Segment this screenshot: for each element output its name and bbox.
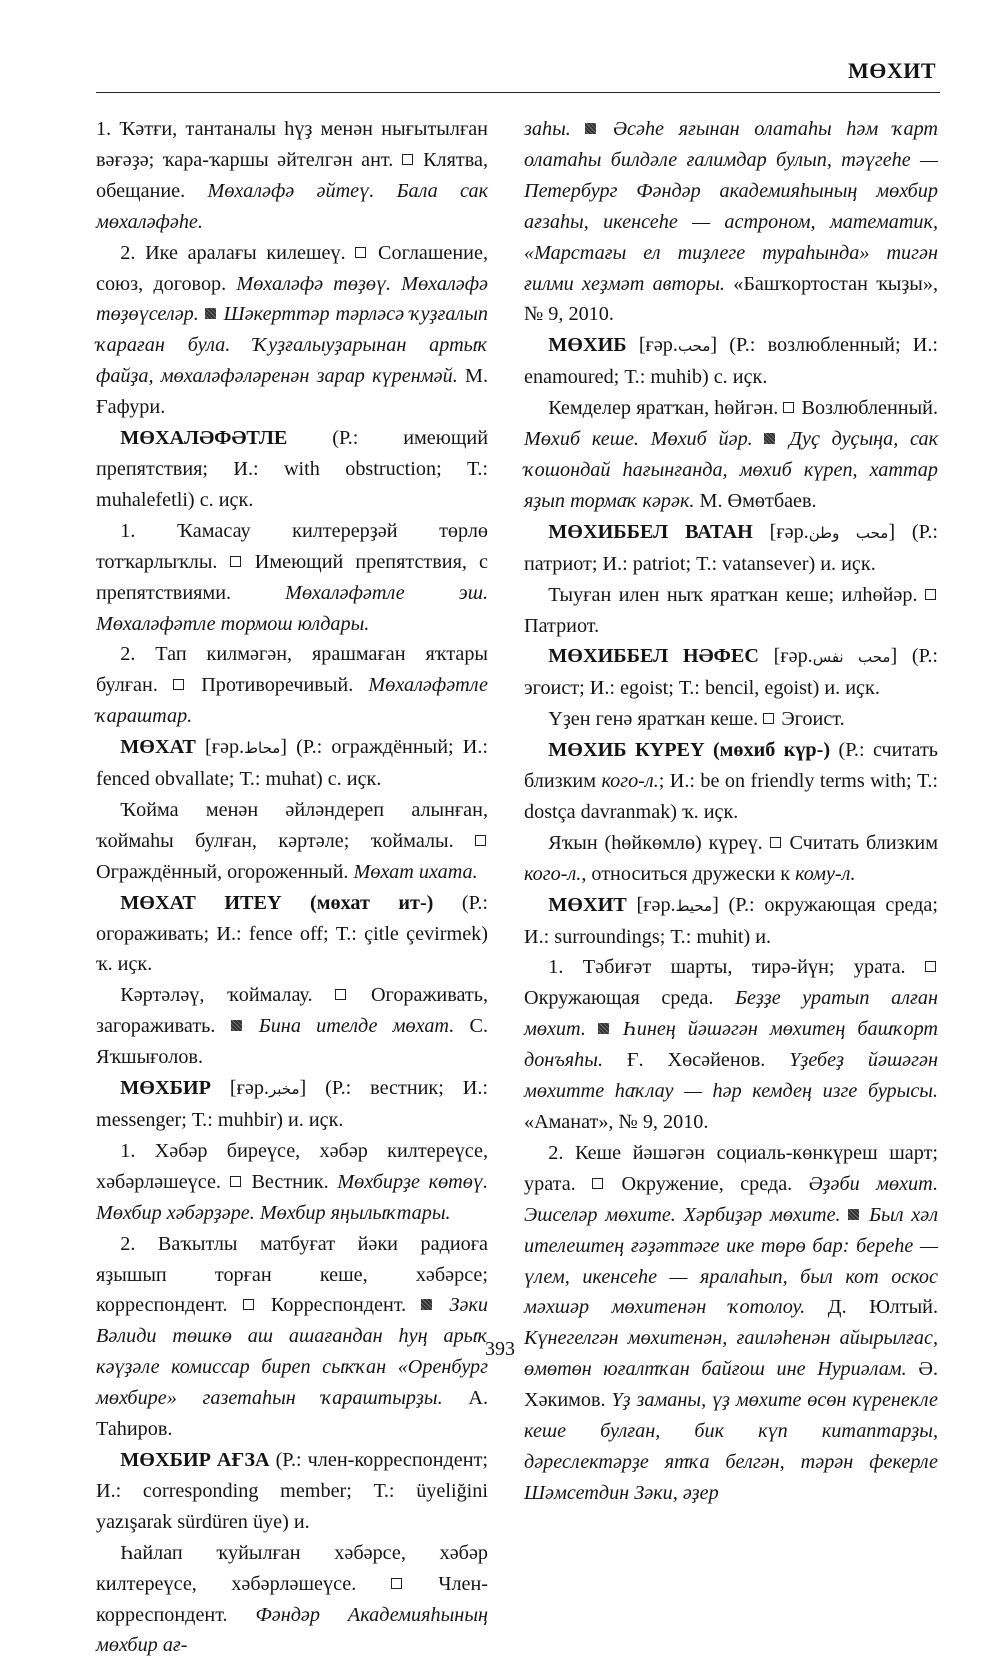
- white-square-icon: [475, 835, 486, 846]
- white-square-icon: [770, 837, 781, 848]
- entry-muhibbel-nafes: [524, 641, 938, 704]
- text-run: Возлюбленный.: [801, 397, 939, 420]
- sense-1: [96, 114, 488, 238]
- text-run: кого-л.: [601, 770, 659, 793]
- text-run: Мөхаләфә төҙөү. Мөхаләфә төҙөүселәр.: [96, 272, 488, 326]
- headword: МӨХАТ ИТЕҮ (мөхат ит-): [120, 891, 434, 914]
- text-run: Мөхаләфәтле ҡараштар.: [96, 674, 489, 728]
- text-run: Дуҫ дуҫыңа, сак ҡошондай һағынғанда, мөхиб күреп, хаттар яҙып тормаҡ кәрәк.: [524, 428, 939, 512]
- text-run: ] (Р.: патриот; И.: patriot; Т.: vatansever) и. иҫк.: [524, 520, 938, 575]
- text-run: Үҙебеҙ йәшәгән мөхитте һаҡлау — һәр кемдең изге бурысы.: [524, 1049, 938, 1103]
- sense-2: [96, 238, 488, 423]
- text-run: Һинең йәшәгән мөхитең башҡорт донъяһы.: [524, 1018, 938, 1072]
- text-run: А. Таһиров.: [96, 1387, 488, 1441]
- text-run: Күнегелгән мөхитенән, ғаиләһенән айырылғас, өмөтөн юғалтҡан байғош ине Нуриәлам.: [524, 1327, 938, 1381]
- sense-2: [96, 1229, 488, 1445]
- text-run: Д. Юлтый.: [827, 1296, 938, 1319]
- sense-2: [96, 639, 488, 732]
- entry-muhib-kureu: [524, 735, 938, 828]
- white-square-icon: [925, 589, 936, 600]
- text-run: Үҙен генә яратҡан кеше.: [548, 708, 759, 731]
- text-run: (Р.: член-корреспондент; И.: corresponding member; Т.: üyeliğini yazışarak sürdüren üye) и.: [96, 1448, 489, 1533]
- definition: [96, 980, 488, 1073]
- headword: МӨХИББЕЛ ВАТАН: [548, 520, 753, 543]
- headword: МӨХИБ: [548, 334, 627, 357]
- text-run: [ғәр.: [636, 893, 676, 916]
- text-run: 1. Ҡамасау килтерерҙәй төрлө тотҡарлыҡлы.: [96, 519, 488, 573]
- headword: МӨХИББЕЛ НӘФЕС: [548, 645, 759, 668]
- definition: [524, 828, 938, 890]
- text-run: Окружающая среда.: [524, 987, 714, 1010]
- hatched-square-icon: [598, 1023, 609, 1034]
- text-run: Кәртәләү, ҡоймалау.: [120, 984, 313, 1007]
- entry-muhalefetle: [96, 423, 488, 516]
- text-run: Ә. Хәкимов.: [524, 1358, 939, 1412]
- text-run: ] (Р.: возлюбленный; И.: enamoured; Т.: muhib) с. иҫк.: [524, 334, 939, 389]
- white-square-icon: [402, 154, 413, 165]
- text-run: заһы.: [524, 118, 571, 140]
- text-run: [ғәр.: [769, 520, 809, 543]
- text-run: Ограждённый, огороженный.: [96, 860, 349, 883]
- entry-muhbir-agza: [96, 1445, 488, 1538]
- text-run: Мөхат ихата.: [353, 860, 478, 883]
- text-run: кому-л.: [795, 862, 856, 885]
- text-run: М. Өмөтбаев.: [699, 489, 817, 512]
- arabic-etymon: محيط: [675, 896, 713, 915]
- text-run: «Башҡортостан ҡыҙы», № 9, 2010.: [524, 272, 939, 326]
- text-run: Беҙҙе уратып алған мөхит.: [524, 987, 939, 1041]
- hatched-square-icon: [585, 123, 596, 134]
- header-rule: [96, 92, 940, 93]
- hatched-square-icon: [231, 1020, 242, 1031]
- text-run: Огораживать, загораживать.: [96, 984, 489, 1038]
- entry-muhat: [96, 732, 488, 795]
- hatched-square-icon: [848, 1209, 859, 1220]
- arabic-etymon: محاط: [244, 739, 281, 758]
- sense-1: [524, 952, 938, 1137]
- headword: МӨХАЛӘФӘТЛЕ: [120, 427, 288, 450]
- sense-1: [96, 516, 488, 640]
- text-run: Яҡын (һөйкөмлө) күреү.: [548, 831, 763, 854]
- white-square-icon: [763, 713, 774, 724]
- text-run: ] (Р.: эгоист; И.: egoist; Т.: bencil, egoist) и. иҫк.: [524, 645, 938, 700]
- white-square-icon: [783, 402, 794, 413]
- text-run: Мөхбирҙе көтөү. Мөхбир хәбәрҙәре. Мөхбир яңылыҡтары.: [96, 1170, 488, 1224]
- right-column: [524, 114, 938, 1509]
- text-run: Тыуған илен ныҡ яратҡан кеше; илһөйәр.: [548, 583, 918, 606]
- text-run: , относиться дружески к: [581, 862, 791, 885]
- entry-muhibbel-vatan: [524, 517, 938, 580]
- text-run: 2. Кеше йәшәгән социаль-көнкүреш шарт; урата.: [524, 1141, 938, 1195]
- hatched-square-icon: [764, 433, 775, 444]
- definition: [524, 704, 938, 735]
- entry-muhib: [524, 330, 938, 393]
- arabic-etymon: محب نفس: [812, 648, 891, 667]
- definition: [96, 1538, 488, 1661]
- white-square-icon: [592, 1178, 603, 1189]
- text-run: Был хәл ителештең ғәҙәттәге ике төрө бар: береһе — үлем, икенсеһе — яралаһып, был кот оскос мәхшәр мөхитенән ҡотолоу.: [524, 1203, 939, 1319]
- text-run: Ҡойма менән әйләндереп алынған, ҡоймаһы булған, кәртәле; ҡоймалы.: [96, 798, 488, 852]
- text-run: Мөхаләфәтле эш. Мөхаләфәтле тормош юлдары.: [96, 581, 488, 635]
- page-number: 393: [485, 1338, 515, 1360]
- text-run: Ғ. Хөсәйенов.: [626, 1049, 766, 1072]
- white-square-icon: [335, 989, 346, 1000]
- text-run: [ғәр.: [638, 334, 678, 357]
- hatched-square-icon: [421, 1299, 432, 1310]
- text-run: Окружение, среда.: [621, 1172, 793, 1195]
- headword: МӨХБИР АҒЗА: [120, 1448, 270, 1471]
- white-square-icon: [230, 556, 241, 567]
- text-run: [ғәр.: [205, 736, 245, 759]
- white-square-icon: [355, 247, 366, 258]
- white-square-icon: [243, 1299, 254, 1310]
- white-square-icon: [391, 1578, 402, 1589]
- text-run: ] (Р.: окружающая среда; И.: surroundings; Т.: muhit) и.: [524, 893, 938, 948]
- text-run: (Р.: считать близким: [524, 739, 938, 793]
- text-run: [ғәр.: [229, 1077, 269, 1100]
- definition: [524, 393, 938, 517]
- definition: [524, 580, 938, 642]
- entry-muhit: [524, 890, 938, 953]
- text-run: Имеющий препятствия, с препятствиями.: [96, 550, 488, 604]
- arabic-etymon: مخبر: [268, 1080, 300, 1099]
- text-run: Әҙәби мөхит. Эшселәр мөхите. Хәрбиҙәр мөхите.: [524, 1172, 938, 1226]
- entry-muhat-iteu: [96, 888, 488, 981]
- text-run: Мөхаләфә әйтеү. Бала сак мөхаләфәһе.: [96, 179, 489, 233]
- text-run: Зәки Вәлиди төшкө аш ашағандан һуң арыҡ кәүҙәле комиссар биреп сыҡҡан «Оренбург мөхбире» газетаһын ҡараштырҙы.: [96, 1294, 489, 1410]
- text-run: Кемделер яратҡан, һөйгән.: [548, 397, 779, 420]
- continuation: [524, 114, 938, 330]
- entry-muhbir: [96, 1073, 488, 1136]
- headword: МӨХАТ: [120, 736, 196, 759]
- white-square-icon: [230, 1176, 241, 1187]
- text-run: Соглашение, союз, договор.: [96, 241, 488, 295]
- headword: МӨХИТ: [548, 893, 627, 916]
- arabic-etymon: محب: [677, 337, 711, 356]
- text-run: Үҙ заманы, үҙ мөхите өсөн күренекле кеше булған, бик күп китаптарҙы, дәреслектәрҙе ятҡа белгән, тәрән фекерле Шәмсетдин Зәки, әҙер: [524, 1389, 938, 1504]
- text-run: ] (Р.: вестник; И.: messenger; Т.: muhbir) и. иҫк.: [96, 1077, 488, 1131]
- text-run: Фәндәр Академияһының мөхбир ағ-: [96, 1603, 488, 1657]
- running-head: МӨХИТ: [847, 58, 936, 83]
- text-run: Считать близким: [789, 831, 939, 854]
- white-square-icon: [925, 961, 936, 972]
- sense-2: [524, 1138, 938, 1509]
- text-run: ] (Р.: ограждённый; И.: fenced obvallate; Т.: muhat) с. иҫк.: [96, 736, 489, 791]
- text-run: (Р.: огораживать; И.: fence off; Т.: çitle çevirmek) ҡ. иҫк.: [96, 891, 488, 976]
- text-run: Клятва, обещание.: [96, 148, 489, 202]
- text-run: «Аманат», № 9, 2010.: [524, 1111, 709, 1133]
- hatched-square-icon: [205, 308, 216, 319]
- left-column: [96, 114, 488, 1661]
- text-run: Бина ителде мөхат.: [258, 1015, 455, 1038]
- text-run: 2. Ике аралағы килешеү.: [120, 241, 346, 264]
- headword: МӨХБИР: [120, 1077, 211, 1100]
- text-run: М. Ғафури.: [96, 365, 488, 419]
- text-run: Мөхиб кеше. Мөхиб йәр.: [524, 428, 753, 451]
- text-run: Патриот.: [524, 614, 600, 637]
- text-run: 1. Тәбиғәт шарты, тирә-йүн; урата.: [548, 956, 906, 979]
- text-run: С. Яҡшығолов.: [96, 1015, 489, 1069]
- text-run: 1. Ҡәтғи, тантаналы һүҙ менән нығытылған вәғәҙә; ҡара-ҡаршы әйтелгән ант.: [96, 118, 488, 171]
- text-run: 1. Хәбәр биреүсе, хәбәр килтереүсе, хәбәрләшеүсе.: [96, 1139, 488, 1193]
- text-run: 2. Ваҡытлы матбуғат йәки радиоға яҙышып торған кеше, хәбәрсе; корреспондент.: [96, 1232, 488, 1317]
- text-run: 2. Тап килмәгән, ярашмаған яҡтары булған.: [96, 643, 488, 697]
- text-run: Эгоист.: [781, 708, 845, 731]
- text-run: Вестник.: [251, 1170, 329, 1193]
- text-run: Әсәһе яғынан олатаһы һәм ҡарт олатаһы билдәле ғалимдар булып, тәүгеһе — Петербург Фәндәр академияһының мөхбир ағзаһы, икенсеһе — астроном, математик, «Марстағы ел тиҙлеге тураһында» тигән ғилми хеҙмәт авторы.: [524, 118, 939, 295]
- text-run: Һайлап ҡуйылған хәбәрсе, хәбәр килтереүсе, хәбәрләшеүсе.: [96, 1541, 488, 1595]
- white-square-icon: [173, 679, 184, 690]
- sense-1: [96, 1136, 488, 1229]
- text-run: (Р.: имеющий препятствия; И.: with obstruction; Т.: muhalefetli) с. иҫк.: [96, 427, 488, 511]
- text-run: кого-л.: [524, 862, 582, 885]
- headword: МӨХИБ КҮРЕҮ (мөхиб күр-): [548, 739, 831, 762]
- arabic-etymon: محب وطن: [808, 523, 889, 542]
- text-run: Корреспондент.: [270, 1294, 407, 1317]
- text-run: Противоречивый.: [201, 674, 354, 697]
- text-run: ; И.: be on friendly terms with; Т.: dostça davranmak) ҡ. иҫк.: [524, 770, 938, 823]
- text-run: Шәкерттәр тәрләсә ҡуҙғалып ҡараған була. Ҡуҙғалыуҙарынан артыҡ файҙа, мөхаләфәләренән зарар күренмәй.: [96, 303, 488, 388]
- text-run: Член-корреспондент.: [96, 1572, 489, 1626]
- definition: [96, 795, 488, 888]
- text-run: [ғәр.: [773, 645, 813, 668]
